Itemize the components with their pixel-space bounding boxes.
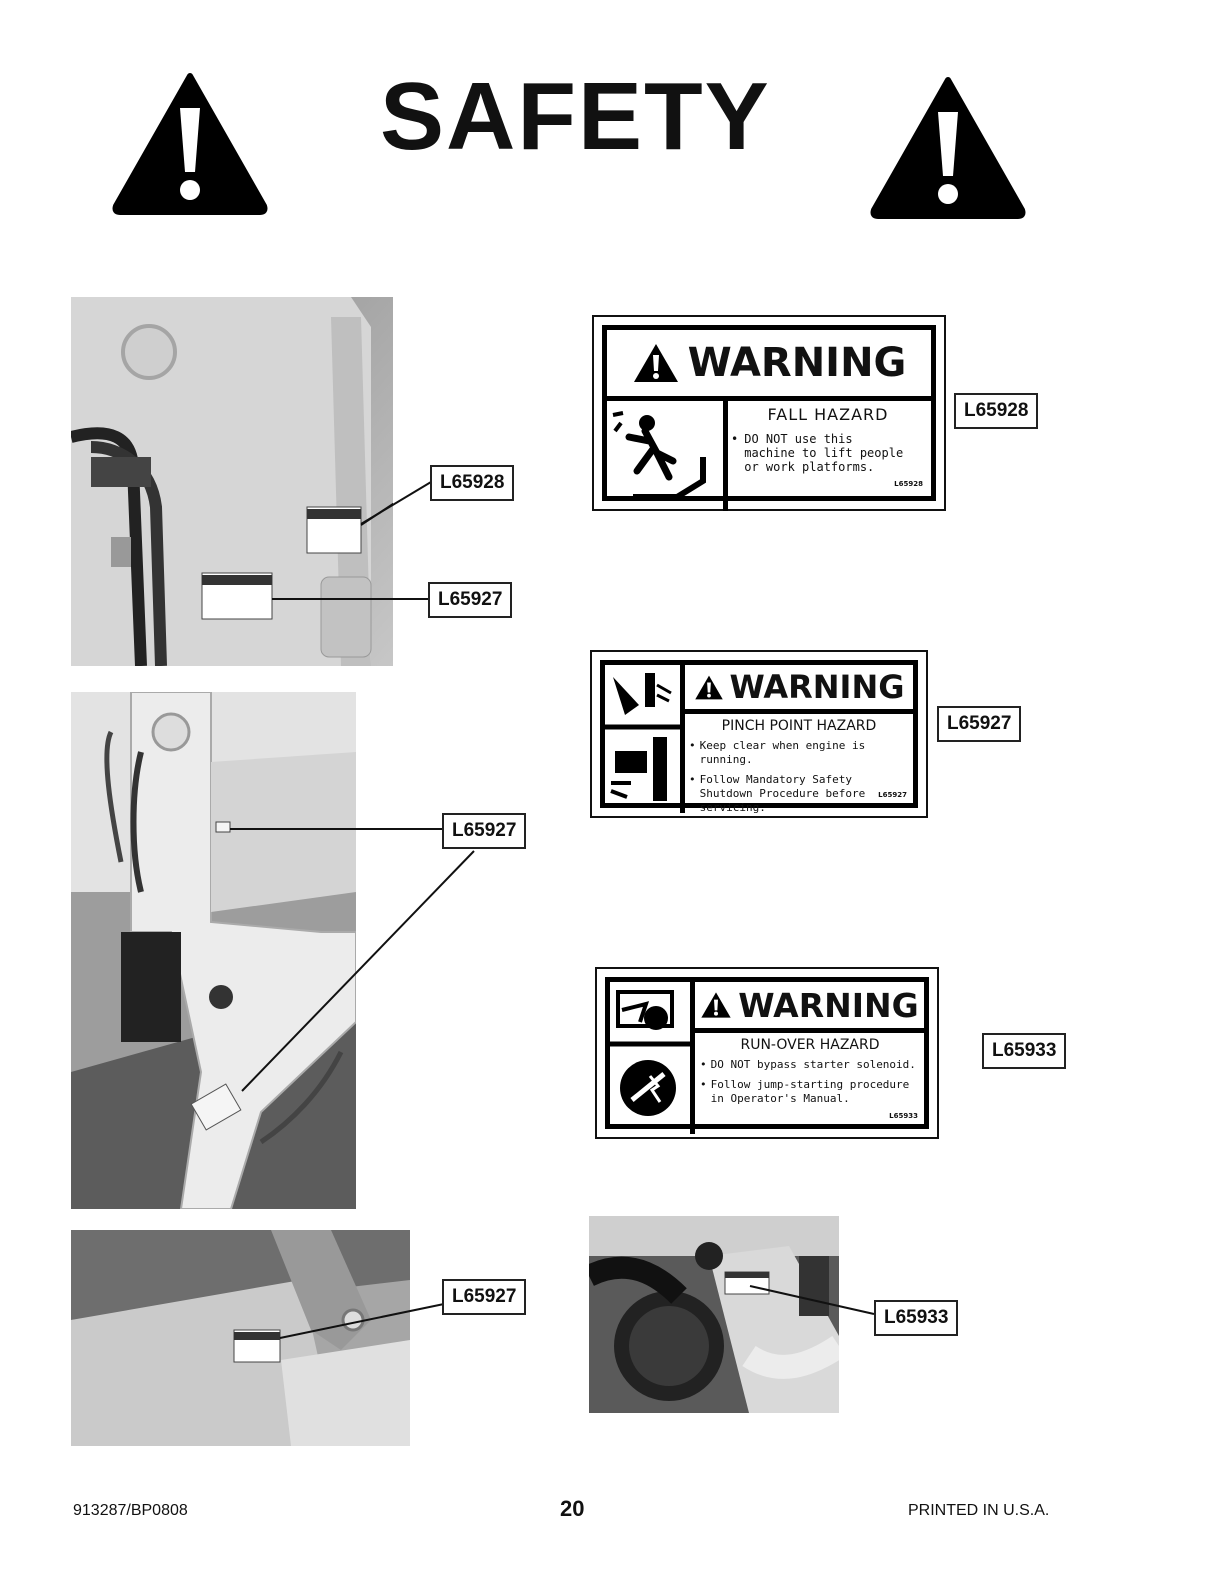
warning-decal-pinch-point: WARNING PINCH POINT HAZARD • Keep clear when engine is running. • Follow Mandatory Safety Shutdown Procedure before servicing. L65927 — [590, 650, 928, 818]
decal-bullet: DO NOT bypass starter solenoid. — [710, 1058, 916, 1071]
decal-code: L65927 — [878, 791, 907, 799]
decal-bullet: Follow jump-starting procedure in Operator's Manual. — [710, 1078, 910, 1105]
callout-line — [748, 1282, 878, 1322]
callout-line — [278, 1302, 448, 1342]
decal-id-label-l65927: L65927 — [937, 706, 1021, 742]
decal-hazard-title: FALL HAZARD — [767, 405, 889, 424]
warning-triangle-icon — [700, 991, 732, 1019]
pinch-point-icon — [605, 665, 685, 813]
decal-hazard-title: RUN-OVER HAZARD — [740, 1037, 880, 1053]
callout-label-l65927: L65927 — [442, 813, 526, 849]
warning-decal-run-over: WARNING RUN-OVER HAZARD • DO NOT bypass starter solenoid. • Follow jump-starting procedure in Operator's Manual. L65933 — [595, 967, 939, 1139]
callout-line — [228, 825, 488, 1095]
warning-decal-fall-hazard: WARNING FALL HAZARD • DO NOT use this machine to lift people or work platforms. L65928 — [592, 315, 946, 511]
footer-printed-in: PRINTED IN U.S.A. — [908, 1502, 1050, 1519]
decal-code: L65928 — [894, 480, 923, 488]
page-number: 20 — [560, 1496, 585, 1521]
footer-document-number: 913287/BP0808 — [73, 1502, 188, 1519]
callout-label-l65927: L65927 — [442, 1279, 526, 1315]
callout-label-l65928: L65928 — [430, 465, 514, 501]
decal-bullet: Keep clear when engine is running. — [699, 739, 866, 766]
run-over-icon — [610, 982, 695, 1134]
decal-id-label-l65928: L65928 — [954, 393, 1038, 429]
callout-line — [355, 480, 435, 620]
decal-bullet: DO NOT use this machine to lift people or work platforms. — [744, 432, 904, 474]
callout-label-l65927: L65927 — [428, 582, 512, 618]
photo-loader-arm-1 — [71, 297, 393, 666]
decal-code: L65933 — [889, 1112, 918, 1120]
right-warning-icon — [868, 74, 1028, 219]
decal-bullet: Follow Mandatory Safety Shutdown Procedure before servicing. — [699, 773, 866, 814]
left-warning-icon — [110, 70, 270, 215]
decal-hazard-title: PINCH POINT HAZARD — [721, 718, 877, 734]
callout-label-l65933: L65933 — [874, 1300, 958, 1336]
page-title: SAFETY — [380, 63, 771, 170]
decal-header: WARNING — [738, 985, 919, 1025]
decal-header: WARNING — [729, 668, 905, 706]
warning-triangle-icon — [632, 342, 680, 384]
decal-id-label-l65933: L65933 — [982, 1033, 1066, 1069]
fall-hazard-icon — [607, 401, 728, 511]
warning-triangle-icon — [694, 674, 724, 701]
decal-header: WARNING — [687, 340, 907, 386]
